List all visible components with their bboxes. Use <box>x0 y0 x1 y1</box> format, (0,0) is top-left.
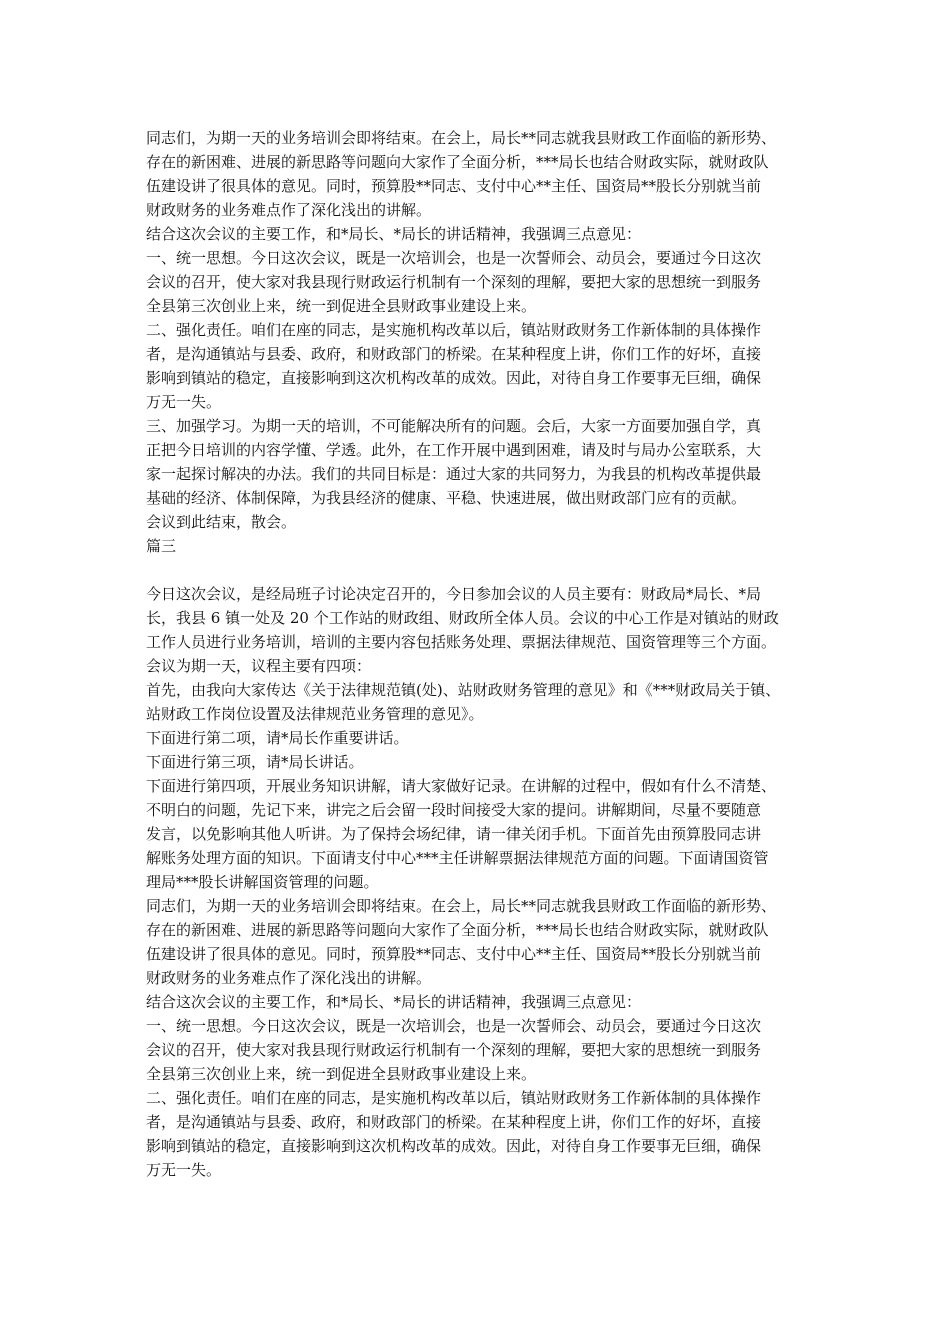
paragraph-point-unify-thinking: 一、统一思想。今日这次会议，既是一次培训会，也是一次誓师会、动员会，要通过今日这次 会议的召开，使大家对我县现行财政运行机制有一个深刻的理解，要把大家的思想统一到服务 全县第三次创业上来，统一到促进全县财政事业建设上来。 <box>146 249 762 315</box>
paragraph-agenda-item-three: 下面进行第三项，请*局长讲话。 <box>146 753 364 771</box>
paragraph-point-unify-thinking-repeat: 一、统一思想。今日这次会议，既是一次培训会，也是一次誓师会、动员会，要通过今日这次 会议的召开，使大家对我县现行财政运行机制有一个深刻的理解，要把大家的思想统一到服务 全县第三次创业上来，统一到促进全县财政事业建设上来。 <box>146 1017 762 1083</box>
section-heading: 篇三 <box>146 537 177 555</box>
paragraph-agenda-item-one: 首先，由我向大家传达《关于法律规范镇(处)、站财政财务管理的意见》和《***财政局关于镇、 站财政工作岗位设置及法律规范业务管理的意见》。 <box>146 681 781 723</box>
paragraph-agenda-intro: 会议为期一天，议程主要有四项： <box>146 657 372 675</box>
paragraph-point-strengthen-responsibility-repeat: 二、强化责任。咱们在座的同志，是实施机构改革以后，镇站财政财务工作新体制的具体操作 者，是沟通镇站与县委、政府，和财政部门的桥梁。在某种程度上讲，你们工作的好坏，直接 影响到镇站的稳定，直接影响到这次机构改革的成效。因此，对待自身工作要事无巨细，确保 万无一失。 <box>146 1089 762 1179</box>
paragraph-agenda-item-four: 下面进行第四项，开展业务知识讲解，请大家做好记录。在讲解的过程中，假如有什么不清楚、 不明白的问题，先记下来，讲完之后会留一段时间接受大家的提问。讲解期间，尽量不要随意 发言，以免影响其他人听讲。为了保持会场纪律，请一律关闭手机。下面首先由预算股同志讲 解账务处理方面的知识。下面请支付中心***主任讲解票据法律规范方面的问题。下面请国资管 理局***股长讲解国资管理的问题。 <box>146 777 777 891</box>
paragraph-meeting-end: 会议到此结束，散会。 <box>146 513 297 531</box>
paragraph-meeting-opening: 今日这次会议，是经局班子讨论决定召开的，今日参加会议的人员主要有：财政局*局长、*局 长，我县 6 镇一处及 20 个工作站的财政组、财政所全体人员。会议的中心工作是对镇站的财政 工作人员进行业务培训，培训的主要内容包括账务处理、票据法律规范、国资管理等三个方面。 <box>146 585 779 651</box>
document-body <box>146 126 822 1182</box>
paragraph-point-strengthen-responsibility: 二、强化责任。咱们在座的同志，是实施机构改革以后，镇站财政财务工作新体制的具体操作 者，是沟通镇站与县委、政府，和财政部门的桥梁。在某种程度上讲，你们工作的好坏，直接 影响到镇站的稳定，直接影响到这次机构改革的成效。因此，对待自身工作要事无巨细，确保 万无一失。 <box>146 321 762 411</box>
paragraph-closing-summary: 同志们，为期一天的业务培训会即将结束。在会上，局长**同志就我县财政工作面临的新形势、 存在的新困难、进展的新思路等问题向大家作了全面分析，***局长也结合财政实际，就财政队 伍建设讲了很具体的意见。同时，预算股**同志、支付中心**主任、国资局**股长分别就当前 财政财务的业务难点作了深化浅出的讲解。 <box>146 129 777 219</box>
paragraph-agenda-item-two: 下面进行第二项，请*局长作重要讲话。 <box>146 729 409 747</box>
paragraph-three-points-intro-repeat: 结合这次会议的主要工作，和*局长、*局长的讲话精神，我强调三点意见： <box>146 993 642 1011</box>
paragraph-three-points-intro: 结合这次会议的主要工作，和*局长、*局长的讲话精神，我强调三点意见： <box>146 225 642 243</box>
paragraph-point-strengthen-learning: 三、加强学习。为期一天的培训，不可能解决所有的问题。会后，大家一方面要加强自学，真 正把今日培训的内容学懂、学透。此外，在工作开展中遇到困难，请及时与局办公室联系，大 家一起探讨解决的办法。我们的共同目标是：通过大家的共同努力，为我县的机构改革提供最 基础的经济、体制保障，为我县经济的健康、平稳、快速进展，做出财政部门应有的贡献。 <box>146 417 762 507</box>
paragraph-closing-summary-repeat: 同志们，为期一天的业务培训会即将结束。在会上，局长**同志就我县财政工作面临的新形势、 存在的新困难、进展的新思路等问题向大家作了全面分析，***局长也结合财政实际，就财政队 伍建设讲了很具体的意见。同时，预算股**同志、支付中心**主任、国资局**股长分别就当前 财政财务的业务难点作了深化浅出的讲解。 <box>146 897 777 987</box>
blank-line <box>146 558 822 582</box>
